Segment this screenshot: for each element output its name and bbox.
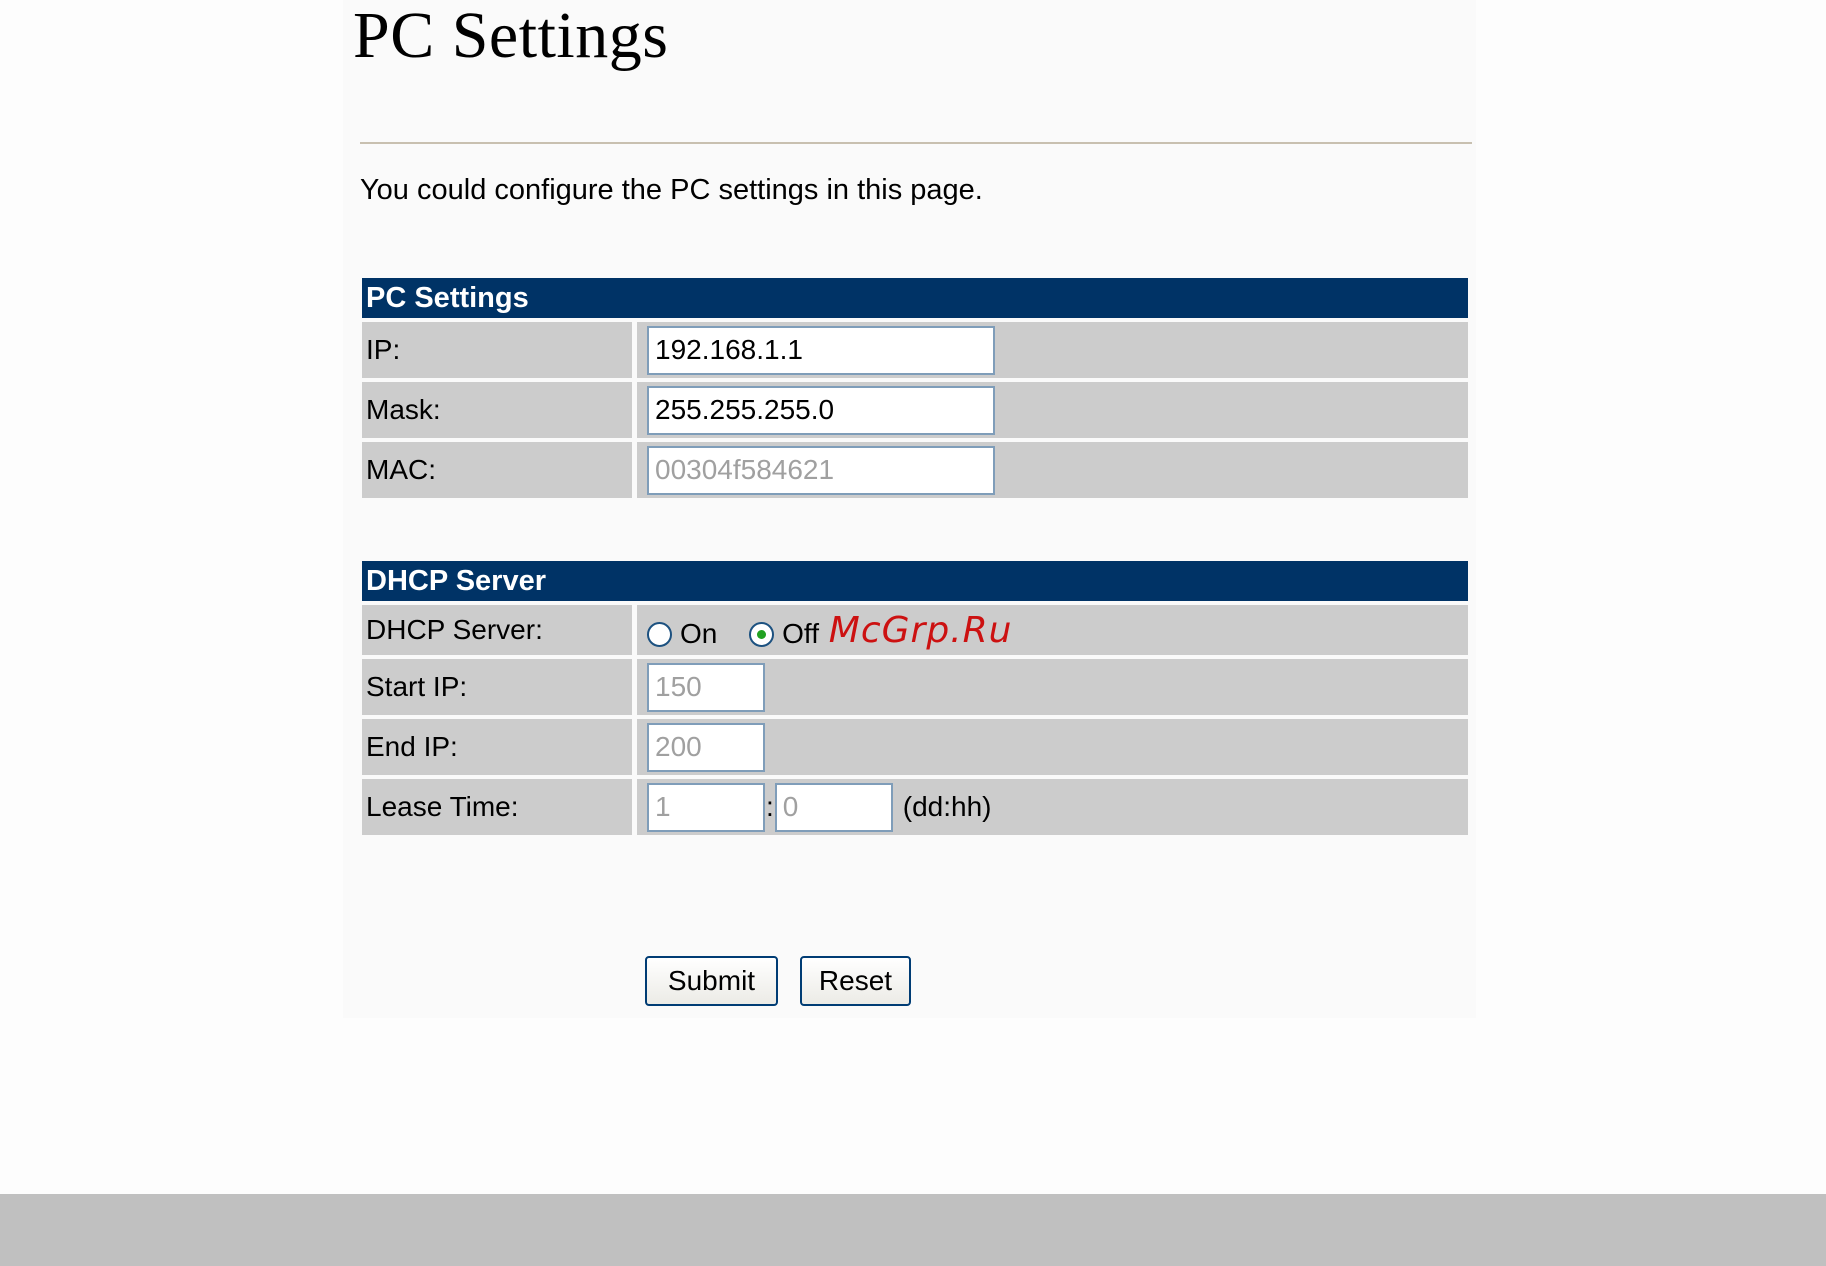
reset-button[interactable]: Reset [800, 956, 911, 1006]
page-intro: You could configure the PC settings in this page. [360, 174, 983, 206]
dhcp-off-radio[interactable] [749, 622, 774, 647]
end-ip-row [362, 719, 1468, 775]
mac-label: MAC: [362, 442, 637, 498]
title-divider [360, 142, 1472, 144]
lease-unit: (dd:hh) [902, 791, 992, 822]
dhcp-off-label: Off [782, 618, 819, 650]
dhcp-on-option[interactable] [647, 618, 741, 650]
watermark-text: McGrp.Ru [828, 609, 1013, 651]
pc-settings-header: PC Settings [362, 278, 1468, 318]
dhcp-server-label: DHCP Server: [362, 605, 637, 655]
mac-input [647, 446, 995, 495]
dhcp-server-row [362, 605, 1468, 655]
dhcp-on-label: On [680, 618, 718, 650]
dhcp-on-radio[interactable] [647, 622, 672, 647]
page-title: PC Settings [353, 0, 669, 72]
ip-input[interactable] [647, 326, 995, 375]
mac-row [362, 442, 1468, 498]
content-panel [343, 0, 1476, 1018]
dhcp-off-option[interactable] [749, 618, 819, 650]
start-ip-label: Start IP: [362, 659, 637, 715]
pc-settings-table [362, 274, 1468, 502]
ip-label: IP: [362, 322, 637, 378]
dhcp-server-header: DHCP Server [362, 561, 1468, 601]
lease-separator: : [766, 791, 774, 822]
start-ip-input [647, 663, 765, 712]
lease-hours-input [775, 783, 893, 832]
submit-button[interactable]: Submit [645, 956, 778, 1006]
footer-bar [0, 1194, 1826, 1266]
lease-time-label: Lease Time: [362, 779, 637, 835]
ip-row [362, 322, 1468, 378]
radio-selected-dot [757, 630, 766, 639]
mask-row [362, 382, 1468, 438]
dhcp-server-table [362, 557, 1468, 839]
end-ip-label: End IP: [362, 719, 637, 775]
end-ip-input [647, 723, 765, 772]
start-ip-row [362, 659, 1468, 715]
lease-time-row [362, 779, 1468, 835]
mask-label: Mask: [362, 382, 637, 438]
mask-input[interactable] [647, 386, 995, 435]
lease-days-input [647, 783, 765, 832]
